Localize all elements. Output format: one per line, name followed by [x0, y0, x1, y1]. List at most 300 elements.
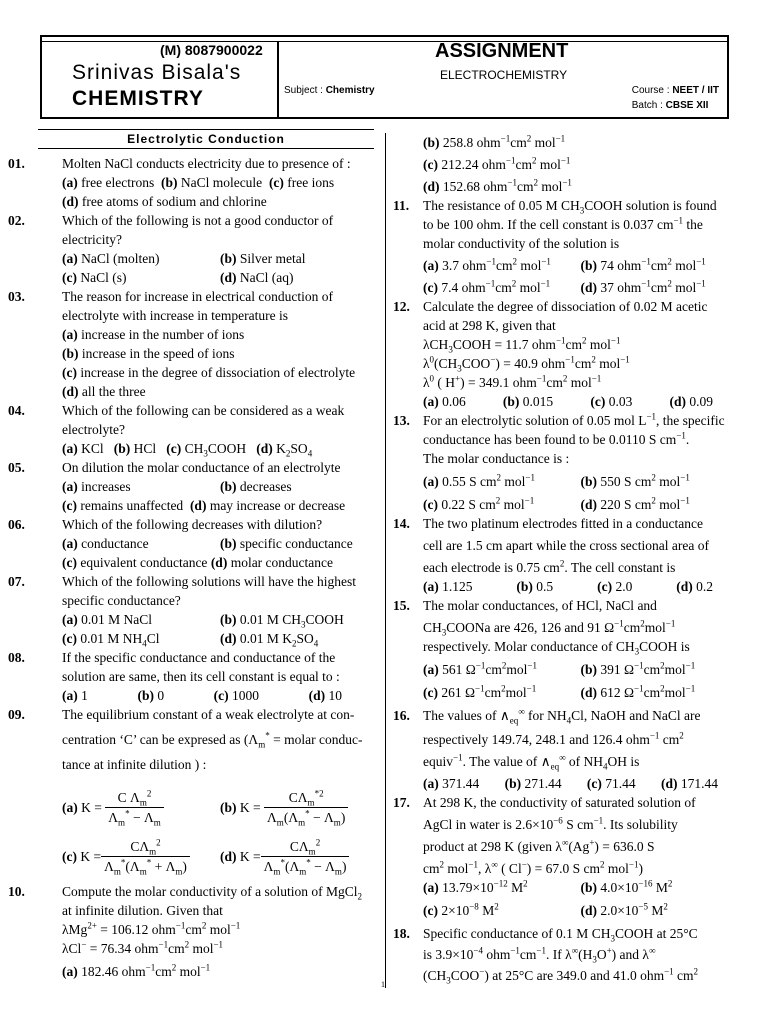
lambda-symbol: ∧ [499, 708, 510, 723]
question-text: Specific conductance of 0.1 M $CH_3COOH$ at 25°C [423, 926, 698, 944]
subscript: m [149, 846, 157, 857]
text: Ω [464, 685, 476, 700]
opt-label: (a) [423, 880, 439, 895]
lambda-symbol: Λ [324, 810, 334, 825]
numerator: $C\Lambda_m^2$ [261, 837, 350, 857]
question-text: $cm^2$ mol$^{-1}$, λ∞ ( Cl−) = 67.0 S $cm^2$ mol$^{-1}$) [423, 859, 643, 876]
superscript: 2 [495, 495, 501, 506]
options-ab [62, 610, 378, 629]
numerator: $C\Lambda_m^{*2}$ [264, 788, 348, 808]
superscript: * [265, 730, 270, 741]
superscript: −12 [493, 878, 508, 889]
opt-label: (d) [62, 194, 79, 209]
lambda-symbol: ∧ [540, 754, 551, 769]
text: mol [206, 922, 231, 937]
text: ohm [482, 947, 511, 962]
text: COOH = 11.7 ohm [452, 337, 556, 352]
question-number: 08. [8, 650, 25, 665]
given-cl [62, 939, 432, 958]
subscript: m [333, 817, 341, 828]
options-ab: (a) 561 $\Omega^{-1}cm^2mol^{-1}$ (b) 391 $\Omega^{-1}cm^2mol^{-1}$ [423, 660, 696, 677]
superscript: −1 [485, 278, 496, 289]
opt-label: (b) [580, 880, 597, 895]
text: cm [485, 662, 502, 677]
opt-label: (a) [423, 394, 439, 409]
superscript: 2 [640, 618, 645, 629]
opt-label: (a) [62, 327, 78, 342]
text: ) at 25°C are 349.0 and 41.0 ohm [484, 968, 665, 983]
text: (Ag [568, 839, 590, 854]
superscript: −1 [505, 155, 516, 166]
question-12 [393, 297, 738, 411]
superscript: 2 [531, 155, 537, 166]
subscript: 2 [292, 638, 297, 649]
question-text: product at 298 K (given λ∞(Ag+) = 636.0 S [423, 837, 655, 854]
question-text: tance at infinite dilution ) : [62, 757, 207, 772]
page-number: 1 [381, 980, 385, 989]
opt-label: (d) [580, 903, 597, 918]
option-b: HCl [133, 441, 157, 456]
option-c: 2×10 [441, 903, 470, 918]
section-title: Electrolytic Conduction [38, 129, 374, 149]
opt-label: (c) [166, 441, 182, 456]
text: Ω [465, 662, 476, 677]
text: . The cell constant is [564, 560, 676, 575]
question-07 [8, 572, 378, 648]
lambda-symbol: Λ [267, 810, 277, 825]
superscript: 2 [667, 256, 672, 267]
superscript: −1 [641, 256, 651, 267]
question-text: $CH_3COONa$ are 426, 126 and 91 $\Omega^{-1}cm^2mol^{-1}$ [423, 618, 676, 638]
opt-label: (c) [586, 776, 602, 791]
text: . [685, 432, 690, 447]
text: K = [81, 800, 102, 815]
option-d: 0.09 [689, 394, 713, 409]
option-c: 1000 [232, 688, 260, 703]
option-a: 371.44 [442, 776, 480, 791]
text: Compute the molar conductivity of a solution of MgCl [62, 884, 358, 899]
subscript: m [113, 866, 121, 877]
option-b: specific conductance [239, 536, 353, 551]
superscript: * [120, 857, 126, 868]
option-a: conductance [81, 536, 149, 551]
question-number: 14. [393, 516, 410, 531]
superscript: −1 [526, 683, 537, 694]
superscript: 2 [439, 859, 444, 870]
question-number: 05. [8, 460, 25, 475]
question-08 [8, 648, 378, 705]
text: AgCl in water is 2.6×10 [423, 817, 554, 832]
subject-value: Chemistry [325, 85, 375, 96]
opt-label: (b) [502, 394, 520, 409]
options-abcd [423, 774, 718, 793]
question-text: On dilution the molar conductance of an electrolyte [62, 460, 341, 475]
opt-label: (c) [213, 688, 229, 703]
option-d: molar conductance [230, 555, 334, 570]
options-cd [62, 553, 378, 572]
text: cm [510, 135, 527, 150]
question-text [62, 730, 378, 749]
subject-line [284, 85, 375, 96]
option-d [220, 837, 378, 876]
superscript: −1 [634, 660, 644, 671]
lambda-symbol: Λ [248, 732, 259, 747]
options-ab [62, 477, 378, 496]
text: COOH is [639, 639, 690, 654]
options-cd: (c) 261 $\Omega^{-1}cm^2mol^{-1}$ (d) 612 $\Omega^{-1}cm^2mol^{-1}$ [423, 683, 696, 700]
opt-label: (d) [676, 579, 693, 594]
text: = 76.34 ohm [86, 941, 159, 956]
option-c [62, 837, 220, 876]
question-text [423, 815, 738, 834]
question-number: 09. [8, 707, 25, 722]
question-10 [8, 882, 378, 920]
text: . Its solubility [603, 817, 678, 832]
option-a-line [62, 325, 378, 344]
option-b: 0 [157, 688, 165, 703]
text: SO [290, 441, 308, 456]
opt-label: (b) [220, 800, 237, 815]
option-b: 0.5 [536, 579, 554, 594]
formula-row-ab [62, 788, 378, 827]
lambda-symbol: Λ [289, 859, 300, 874]
question-number: 17. [393, 795, 410, 810]
text: COONa are 426, 126 and 91 [446, 620, 605, 635]
question-text: specific conductance? [62, 593, 181, 608]
question-15 [393, 596, 738, 702]
text: (CH [434, 356, 458, 371]
text: Ω [604, 620, 615, 635]
superscript: −1 [453, 752, 463, 763]
superscript: −4 [473, 945, 483, 956]
option-b: increase in the speed of ions [81, 346, 235, 361]
lambda-symbol: Λ [130, 790, 140, 805]
superscript: 2 [512, 256, 517, 267]
opt-label: (a) [62, 441, 78, 456]
numerator: C $\Lambda_m^2$ [105, 788, 164, 808]
question-text: Which of the following is not a good conductor of [62, 213, 334, 228]
course-batch [632, 83, 719, 113]
text: cm [516, 179, 534, 194]
question-text: Which of the following decreases with dilution? [62, 517, 323, 532]
right-column [393, 133, 738, 985]
lambda-symbol: Λ [129, 859, 140, 874]
text: cm [168, 941, 185, 956]
given-h [423, 373, 738, 392]
superscript: −1 [696, 278, 706, 289]
subscript: m [299, 866, 307, 877]
question-text: Which of the following can be considered as a weak [62, 403, 345, 418]
option-a: 1 [81, 688, 88, 703]
superscript: −1 [664, 966, 674, 977]
question-17 [393, 793, 738, 920]
superscript: 2 [667, 278, 672, 289]
text: Ω [624, 685, 635, 700]
opt-label: (a) [62, 479, 78, 494]
option-d: may increase or decrease [209, 498, 346, 513]
text: mol [586, 337, 611, 352]
superscript: 2 [501, 683, 506, 694]
superscript: −1 [562, 177, 572, 188]
text: mol [444, 861, 469, 876]
opt-label: (b) [580, 662, 597, 677]
opt-label: (a) [423, 662, 439, 677]
superscript: −1 [541, 256, 551, 267]
text: λ [423, 356, 430, 371]
superscript: −1 [685, 660, 696, 671]
text: is 3.9×10 [423, 947, 474, 962]
superscript: −1 [200, 962, 211, 973]
option-b: 0.01 M CH [239, 612, 302, 627]
question-text: electrolyte with increase in temperature is [62, 308, 289, 323]
opt-label: (d) [220, 631, 237, 646]
lambda-symbol: Λ [297, 790, 308, 805]
text: = molar conduc- [269, 732, 363, 747]
text: respectively 149.74, 248.1 and 126.4 ohm [423, 732, 650, 747]
option-c: 7.4 ohm [441, 280, 486, 295]
text: λCl [62, 941, 82, 956]
text: cm [623, 620, 641, 635]
option-b: 271.44 [524, 776, 562, 791]
text: mol [536, 157, 561, 172]
fraction [105, 788, 164, 827]
option-a-line [62, 962, 432, 981]
question-text: is $3.9\times 10^{-4}$ $ohm^{-1}cm^{-1}$. If $\lambda^\infty(H_3O^+)$ and λ∞ [423, 945, 656, 965]
subscript: 4 [307, 448, 313, 459]
option-d: 171.44 [680, 776, 718, 791]
options-cd [423, 278, 738, 297]
superscript: 0 [429, 373, 435, 384]
option-c: 2.0 [615, 579, 633, 594]
opt-label: (c) [423, 685, 438, 700]
text: cm [662, 732, 680, 747]
opt-label: (a) [62, 612, 78, 627]
option-c: NaCl (s) [80, 270, 127, 285]
option-d: free atoms of sodium and chlorine [81, 194, 267, 209]
text: CH [184, 441, 204, 456]
opt-label: (c) [423, 280, 438, 295]
text: mol [671, 258, 697, 273]
text: cm [515, 157, 532, 172]
superscript: −1 [536, 945, 546, 956]
superscript: 2 [591, 354, 596, 365]
question-text: Which of the following solutions will have the highest [62, 574, 356, 589]
superscript: −1 [593, 815, 604, 826]
option-d-line [423, 177, 738, 196]
question-number: 13. [393, 413, 410, 428]
opt-label: (c) [423, 157, 438, 172]
subscript: m [118, 817, 126, 828]
question-text: Molten NaCl conducts electricity due to presence of : [62, 156, 351, 171]
opt-label: (b) [160, 175, 178, 190]
superscript: −1 [524, 495, 535, 506]
text: M [507, 880, 524, 895]
numerator: $C\Lambda_m^2$ [101, 837, 190, 857]
option-c: 71.44 [605, 776, 636, 791]
text: For an electrolytic solution of 0.05 mol L [423, 413, 647, 428]
text: cm [495, 258, 513, 273]
text: cm [495, 280, 512, 295]
text: ) = 349.1 ohm [460, 375, 537, 390]
options-ab [423, 878, 738, 897]
superscript: 2 [562, 373, 568, 384]
opt-label: (c) [597, 579, 613, 594]
subscript: m [139, 797, 147, 808]
superscript: + [455, 373, 461, 384]
text: OH is [607, 754, 640, 769]
opt-label: (b) [220, 612, 237, 627]
brand-subject: CHEMISTRY [72, 87, 204, 110]
opt-label: (a) [423, 258, 439, 273]
text: mol [516, 258, 542, 273]
superscript: * [306, 857, 311, 868]
superscript: −1 [475, 683, 485, 694]
option-c-line [423, 155, 738, 174]
subscript: eq [509, 715, 519, 726]
text: M [478, 903, 495, 918]
text: respectively. Molar conductance of CH [423, 639, 635, 654]
option-c-line [62, 363, 378, 382]
options-ab [62, 534, 378, 553]
text: mol [604, 861, 629, 876]
superscript: * [146, 857, 152, 868]
lambda-symbol: Λ [325, 859, 335, 874]
subscript: m [276, 817, 284, 828]
superscript: 2 [651, 472, 656, 483]
superscript: −1 [641, 278, 651, 289]
text: cm [643, 685, 661, 700]
lambda-symbol: Λ [104, 859, 114, 874]
option-b: NaCl molecule [180, 175, 263, 190]
option-d: NaCl (aq) [239, 270, 294, 285]
text: O [596, 947, 607, 962]
superscript: −1 [680, 472, 690, 483]
option-d: 220 S cm [600, 497, 652, 512]
formula-row-cd [62, 837, 378, 876]
option-b: Silver metal [239, 251, 306, 266]
text: the [683, 217, 703, 232]
superscript: 2 [600, 859, 605, 870]
option-b: 74 ohm [600, 258, 642, 273]
text: mol [531, 135, 556, 150]
fraction [261, 837, 350, 876]
option-a: 0.55 S cm [442, 474, 497, 489]
subscript: 3 [579, 205, 585, 216]
superscript: −1 [507, 177, 517, 188]
opt-label: (b) [504, 776, 522, 791]
question-text: respectively. Molar conductance of $CH_3COOH$ is [423, 639, 690, 657]
batch-value: CBSE XII [665, 100, 709, 111]
superscript: −1 [634, 683, 644, 694]
option-c: increase in the degree of dissociation of electrolyte [80, 365, 356, 380]
subscript: 4 [142, 638, 147, 649]
denominator: $\Lambda_m(\Lambda_m^* - \Lambda_m)$ [267, 808, 346, 828]
question-18 [393, 924, 738, 985]
course-value: NEET / IIT [672, 85, 719, 96]
superscript: −6 [553, 815, 563, 826]
options-cd [62, 629, 378, 648]
text: mol [567, 375, 592, 390]
given-ch3coo: $\lambda^0(CH_3COO^-) = 40.9$ $ohm^{-1}cm^2$ mol$^{-1}$ [423, 354, 630, 374]
course-line [632, 83, 719, 98]
opt-label: (d) [580, 280, 597, 295]
superscript: −1 [536, 373, 547, 384]
text: CH [423, 620, 442, 635]
question-text: The molar conductances, of HCl, NaCl and [423, 598, 657, 613]
text: ) = 67.0 S cm [526, 861, 601, 876]
question-text: At 298 K, the conductivity of saturated solution of [423, 795, 696, 810]
superscript: 2 [526, 133, 532, 144]
text: conductance has been found to be 0.0110 S cm [423, 432, 677, 447]
text: K = [80, 849, 102, 864]
lambda-symbol: Λ [298, 839, 309, 854]
superscript: −1 [555, 335, 566, 346]
subscript: 3 [301, 619, 306, 630]
header-box [40, 35, 729, 119]
options-cd [423, 495, 738, 514]
option-c: 0.03 [608, 394, 633, 409]
superscript: ∞ [561, 837, 569, 848]
superscript: 2+ [87, 920, 97, 931]
text: mol [189, 941, 214, 956]
superscript: 2 [559, 558, 565, 569]
option-a: 1.125 [442, 579, 473, 594]
text: cm [546, 375, 563, 390]
text: Cl [146, 631, 160, 646]
question-09 [8, 705, 378, 876]
opt-label: (c) [62, 365, 77, 380]
question-number: 18. [393, 926, 410, 941]
question-06 [8, 515, 378, 572]
superscript: −1 [610, 335, 621, 346]
opt-label: (d) [62, 384, 79, 399]
question-14 [393, 514, 738, 596]
text: product at 298 K (given λ [423, 839, 562, 854]
option-d: all the three [81, 384, 146, 399]
superscript: ∞ [559, 752, 566, 763]
subscript: m [308, 846, 316, 857]
question-text: The values of $\wedge_{eq}^\infty$ for $NH_4Cl$, NaOH and NaCl are [423, 706, 701, 726]
question-05 [8, 458, 378, 515]
text: COO [461, 356, 491, 371]
question-text: equiv$^{-1}$. The value of $\wedge_{eq}^\infty$ of $NH_4OH$ is [423, 752, 640, 772]
superscript: −5 [638, 901, 648, 912]
superscript: 2 [494, 901, 499, 912]
text: K = [239, 849, 261, 864]
text: cm [519, 947, 537, 962]
superscript: 0 [429, 354, 435, 365]
options-abcd [62, 439, 378, 458]
superscript: −1 [620, 354, 630, 365]
option-a: free electrons [81, 175, 155, 190]
question-number: 06. [8, 517, 25, 532]
text: ( Cl [497, 861, 522, 876]
subscript: m [307, 797, 315, 808]
course-label: Course : [631, 85, 673, 96]
superscript: −1 [685, 683, 696, 694]
question-text: For an electrolytic solution of 0.05 mol $L^{-1}$, the specific [423, 411, 725, 428]
option-d: 0.01 M K [239, 631, 293, 646]
options-abcd [62, 686, 342, 705]
opt-label: (a) [62, 175, 78, 190]
text: M [652, 880, 668, 895]
text: COOH [305, 612, 344, 627]
option-c: free ions [287, 175, 335, 190]
text: cm [484, 685, 502, 700]
lambda-symbol: Λ [165, 859, 176, 874]
superscript: −1 [510, 945, 520, 956]
question-text: Calculate the degree of dissociation of 0.02 M acetic [423, 299, 708, 314]
